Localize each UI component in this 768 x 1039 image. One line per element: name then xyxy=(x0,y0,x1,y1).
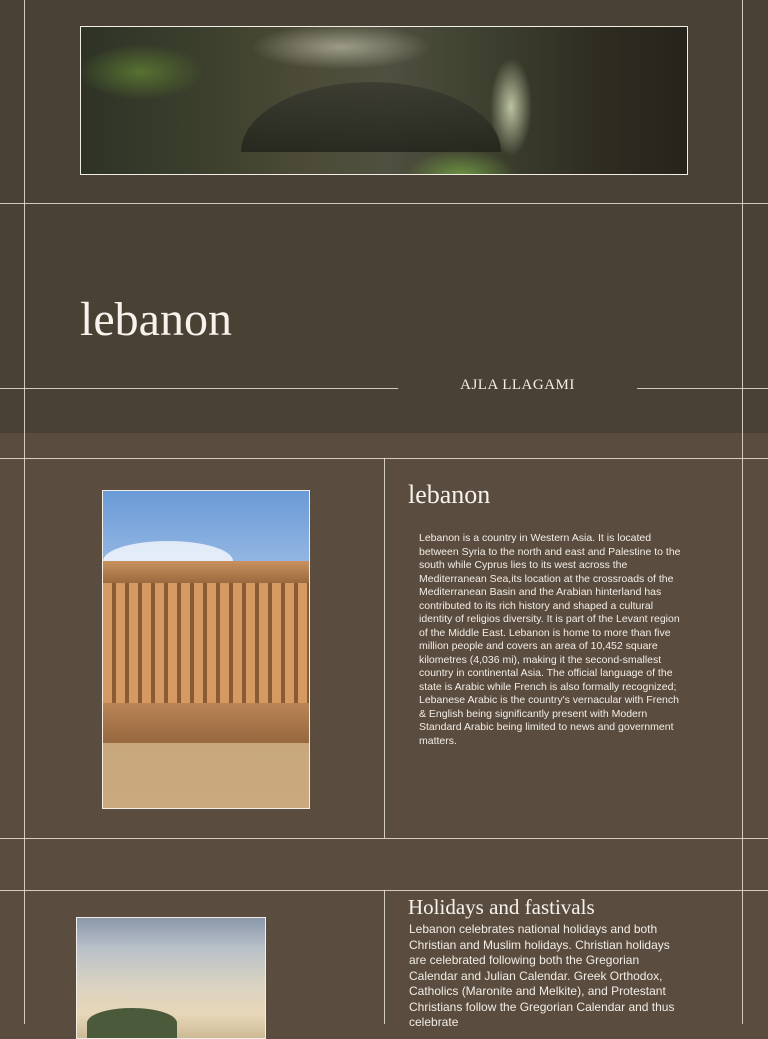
guide-line xyxy=(0,890,768,891)
guide-line xyxy=(0,203,768,204)
hero-image xyxy=(80,26,688,175)
island-image xyxy=(76,917,266,1039)
hero-image-rock-arch xyxy=(241,82,501,152)
guide-line xyxy=(742,0,743,433)
island-image-rock xyxy=(87,1008,177,1038)
holidays-heading: Holidays and fastivals xyxy=(408,895,595,919)
guide-line xyxy=(384,890,385,1024)
page-title: lebanon xyxy=(80,293,232,346)
guide-line xyxy=(742,433,743,1024)
guide-line xyxy=(0,388,398,389)
temple-image-entablature xyxy=(103,561,309,583)
guide-line xyxy=(24,433,25,1024)
section-heading: lebanon xyxy=(408,480,491,509)
section-body-text: Lebanon is a country in Western Asia. It is located between Syria to the north and east and Palestine to the south while Cyprus lies to its west across the Mediterranean Sea,its location at the crossroads of the Mediterranean Basin and the Arabian hinterland has contributed to its rich history and shaped a cultural identity of religios diversity. It is part of the Levant region of the Middle East. Lebanon is home to more than five million people and covers an area of 10,452 square kilometres (4,036 mi), making it the second-smallest country in continental Asia. The official language of the state is Arabic while French is also formally recognized; Lebanese Arabic is the country's vernacular with French & English being significantly present with Modern Standard Arabic being limited to news and government matters. xyxy=(419,532,681,747)
temple-image-base xyxy=(103,703,309,743)
guide-line xyxy=(384,458,385,838)
temple-image xyxy=(102,490,310,809)
guide-line xyxy=(0,458,768,459)
author-name: AJLA LLAGAMI xyxy=(460,377,575,393)
guide-line xyxy=(0,838,768,839)
guide-line xyxy=(24,0,25,433)
guide-line xyxy=(637,388,768,389)
holidays-body-text: Lebanon celebrates national holidays and both Christian and Muslim holidays. Christian holidays are celebrated following both the Gregorian Calendar and Julian Calendar. Greek Orthodox, Catholics (Maronite and Melkite), and Protestant Christians follow the Gregorian Calendar and thus celebrate xyxy=(409,922,675,1029)
